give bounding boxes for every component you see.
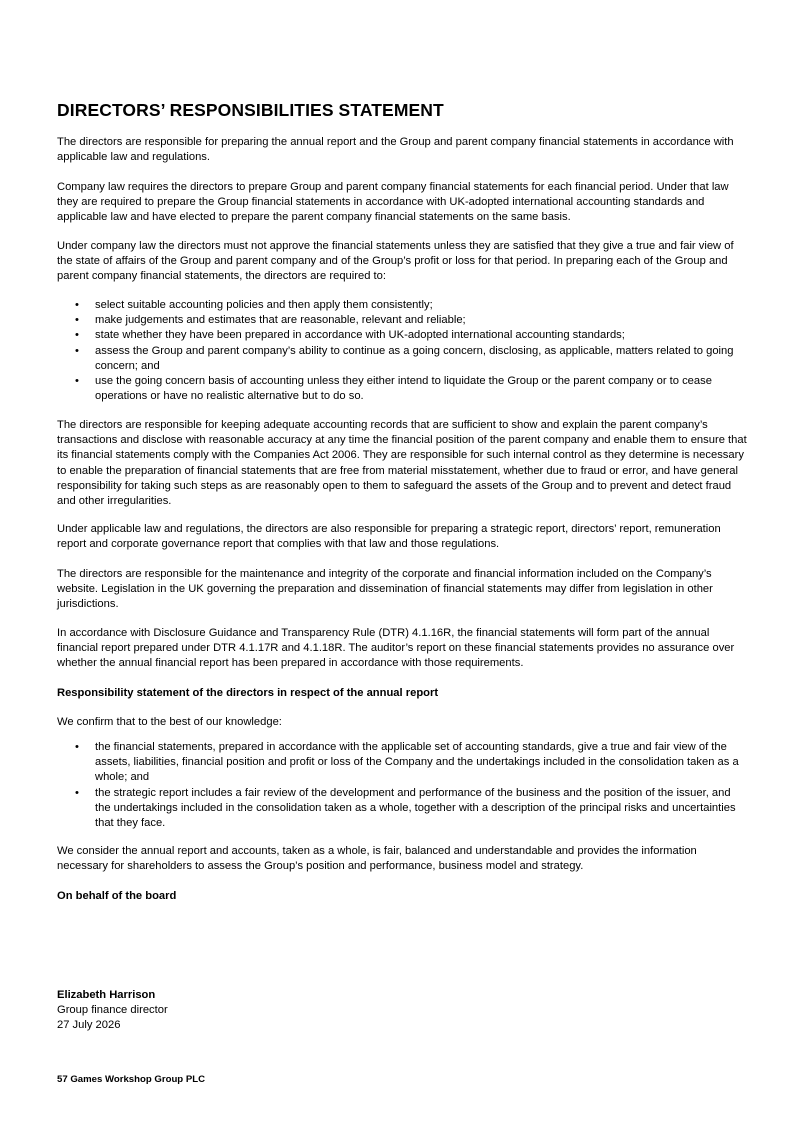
- list-item-text: assess the Group and parent company’s ability to continue as a going concern, disclosing, as applicable, matters related to going concern; and: [95, 344, 734, 372]
- list-item-text: state whether they have been prepared in accordance with UK-adopted international accounting standards;: [95, 329, 625, 342]
- list-item: [57, 344, 747, 374]
- signatory-role: Group finance director: [57, 1004, 168, 1017]
- paragraph-true-fair-view: Under company law the directors must not approve the financial statements unless they are satisfied that they give a true and fair view of the state of affairs of the Group and parent company and of the Group’s profit or loss for that period. In preparing each of the Group and parent company financial statements, the directors are required to:: [57, 240, 734, 283]
- signature-block: [57, 988, 168, 1034]
- list-item: [57, 328, 747, 343]
- paragraph-fair-balanced: We consider the annual report and accounts, taken as a whole, is fair, balanced and understandable and provides the information necessary for shareholders to assess the Group’s position and performance, business model and strategy.: [57, 845, 697, 873]
- on-behalf-label: On behalf of the board: [57, 890, 177, 902]
- section-subheading: Responsibility statement of the directors in respect of the annual report: [57, 687, 439, 699]
- list-item-text: the strategic report includes a fair review of the development and performance of the business and the position of the issuer, and the undertakings included in the consolidation taken as a whole, together with a description of the principal risks and uncertainties that they face.: [95, 786, 736, 830]
- paragraph-website: The directors are responsible for the maintenance and integrity of the corporate and financial information included on the Company’s website. Legislation in the UK governing the preparation and dissemination of financial statements may differ from legislation in other jurisdictions.: [57, 568, 713, 611]
- list-item: [57, 374, 747, 404]
- paragraph-intro: The directors are responsible for preparing the annual report and the Group and parent company financial statements in accordance with applicable law and regulations.: [57, 136, 734, 164]
- bullet-icon: •: [75, 786, 79, 799]
- bullet-icon: •: [75, 299, 79, 311]
- document-page: [57, 0, 747, 1131]
- list-item: [57, 786, 747, 832]
- page-title: DIRECTORS’ RESPONSIBILITIES STATEMENT: [57, 100, 444, 120]
- confirmations-list: [57, 740, 747, 831]
- bullet-icon: •: [75, 344, 79, 357]
- bullet-icon: •: [75, 741, 79, 753]
- list-item-text: select suitable accounting policies and then apply them consistently;: [95, 299, 433, 311]
- list-item: [57, 298, 747, 313]
- bullet-icon: •: [75, 329, 79, 342]
- bullet-icon: •: [75, 314, 79, 327]
- paragraph-accounting-records: The directors are responsible for keeping adequate accounting records that are sufficient to show and explain the parent company’s transactions and disclose with reasonable accuracy at any time the financial position of the parent company and enable them to ensure that its financial statements comply with the Companies Act 2006. They are responsible for such internal control as they determine is necessary to enable the preparation of financial statements that are free from material misstatement, whether due to fraud or error, and have general responsibility for taking such steps as are reasonably open to them to safeguard the assets of the Group and to prevent and detect fraud and other irregularities.: [57, 419, 747, 508]
- bullet-icon: •: [75, 375, 79, 388]
- signature-date: 27 July 2026: [57, 1019, 121, 1032]
- list-item-text: make judgements and estimates that are reasonable, relevant and reliable;: [95, 314, 466, 327]
- paragraph-company-law: Company law requires the directors to prepare Group and parent company financial statements for each financial period. Under that law they are required to prepare the Group financial statements in accordance with UK-adopted international accounting standards and applicable law and have elected to prepare the parent company financial statements on the same basis.: [57, 181, 729, 224]
- signatory-name: Elizabeth Harrison: [57, 989, 156, 1001]
- paragraph-strategic-report: Under applicable law and regulations, the directors are also responsible for preparing a strategic report, directors’ report, remuneration report and corporate governance report that complies with that law and those regulations.: [57, 523, 721, 551]
- requirements-list: [57, 298, 747, 404]
- list-item-text: the financial statements, prepared in accordance with the applicable set of accounting standards, give a true and fair view of the assets, liabilities, financial position and profit or loss of the Company and the undertakings included in the consolidation taken as a whole; and: [95, 741, 739, 784]
- page-footer: 57 Games Workshop Group PLC: [57, 1074, 206, 1085]
- paragraph-dtr: In accordance with Disclosure Guidance and Transparency Rule (DTR) 4.1.16R, the financial statements will form part of the annual financial report prepared under DTR 4.1.17R and 4.1.18R. The auditor’s report on these financial statements provides no assurance over whether the annual financial report has been prepared in accordance with those requirements.: [57, 627, 735, 670]
- list-item-text: use the going concern basis of accounting unless they either intend to liquidate the Group or the parent company or to cease operations or have no realistic alternative but to do so.: [95, 375, 712, 403]
- list-item: [57, 740, 747, 786]
- paragraph-confirm: We confirm that to the best of our knowledge:: [57, 716, 282, 728]
- list-item: [57, 313, 747, 328]
